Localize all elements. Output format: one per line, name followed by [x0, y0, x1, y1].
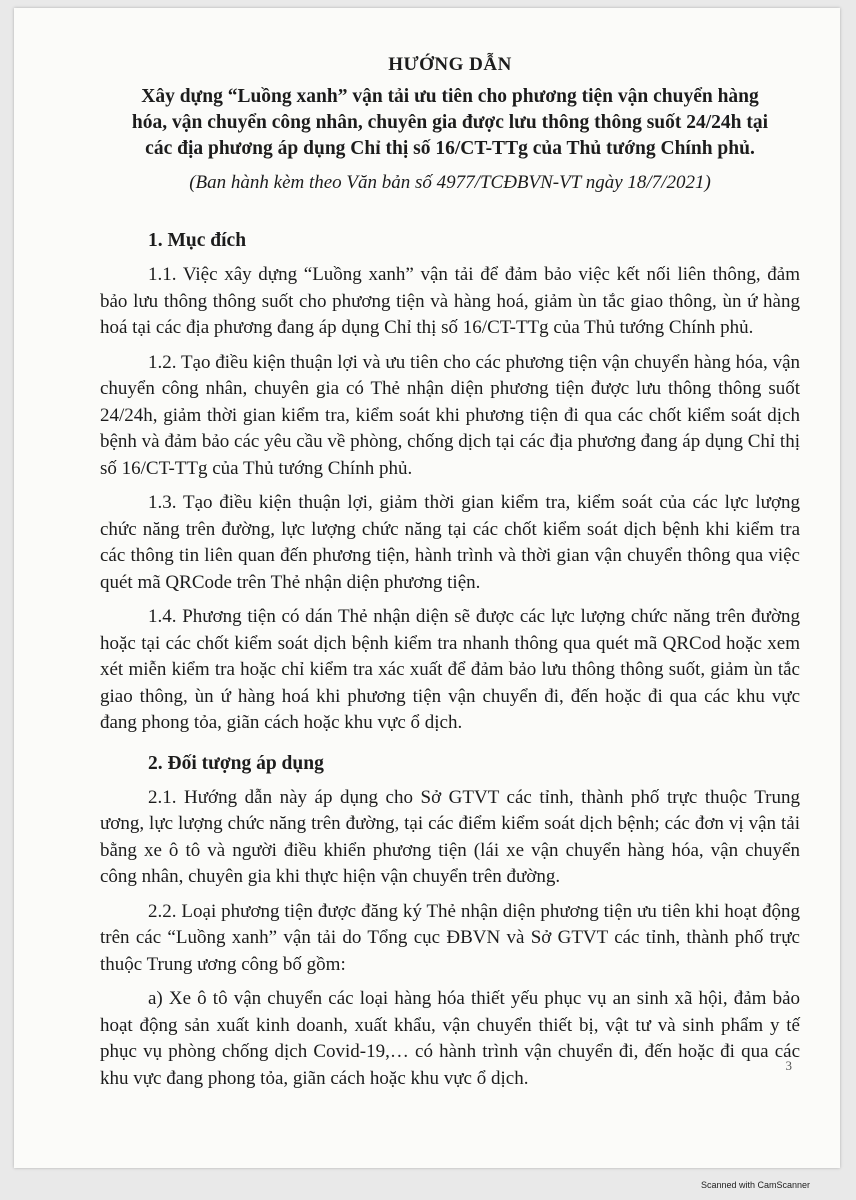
document-title: HƯỚNG DẪN [388, 54, 512, 75]
paragraph-1-2: 1.2. Tạo điều kiện thuận lợi và ưu tiên cho các phương tiện vận chuyển hàng hóa, vận chuyển công nhân, chuyên gia có Thẻ nhận diện phương tiện được lưu thông thông suốt 24/24h, giảm thời gian kiểm tra, kiểm soát khi phương tiện đi qua các chốt kiểm soát dịch bệnh và đảm bảo các yêu cầu về phòng, chống dịch tại các địa phương đang áp dụng Chỉ thị số 16/CT-TTg của Thủ tướng Chính phủ. [100, 351, 800, 479]
subtitle-line: Xây dựng “Luồng xanh” vận tải ưu tiên cho phương tiện vận chuyển hàng [141, 86, 759, 107]
paragraph-1-1: 1.1. Việc xây dựng “Luồng xanh” vận tải để đảm bảo việc kết nối liên thông, đảm bảo lưu thông thông suốt cho phương tiện và hàng hoá, giảm ùn tắc giao thông, ùn ứ hàng hoá tại các địa phương đang áp dụng Chỉ thị số 16/CT-TTg của Thủ tướng Chính phủ. [100, 264, 800, 338]
paragraph-1-4: 1.4. Phương tiện có dán Thẻ nhận diện sẽ được các lực lượng chức năng trên đường hoặc tại các chốt kiểm soát dịch bệnh kiểm tra nhanh thông qua quét mã QRCod hoặc xem xét miễn kiểm tra hoặc chỉ kiểm tra xác xuất để đảm bảo lưu thông thông suốt, giảm ùn tắc giao thông, ùn ứ hàng hoá khi phương tiện vận chuyển đi, đến hoặc đi qua các khu vực đang phong tỏa, giãn cách hoặc khu vực ổ dịch. [100, 606, 800, 733]
subtitle-line: hóa, vận chuyển công nhân, chuyên gia được lưu thông thông suốt 24/24h tại [131, 112, 769, 133]
document-subtitle [100, 84, 800, 162]
paragraph-2-2: 2.2. Loại phương tiện được đăng ký Thẻ nhận diện phương tiện ưu tiên khi hoạt động trên các “Luồng xanh” vận tải do Tổng cục ĐBVN và Sở GTVT các tỉnh, thành phố trực thuộc Trung ương công bố gồm: [100, 900, 800, 975]
paragraph-2-1: 2.1. Hướng dẫn này áp dụng cho Sở GTVT các tỉnh, thành phố trực thuộc Trung ương, lực lượng chức năng trên đường, tại các điểm kiểm soát dịch bệnh; các đơn vị vận tải bằng xe ô tô và người điều khiển phương tiện (lái xe vận chuyển hàng hóa, vận chuyển công nhân, chuyên gia khi thực hiện vận chuyển trên đường. [100, 786, 800, 887]
document-page [14, 8, 840, 1168]
issued-note: (Ban hành kèm theo Văn bản số 4977/TCĐBVN-VT ngày 18/7/2021) [189, 172, 711, 193]
section-heading-purpose: 1. Mục đích [148, 230, 247, 251]
section-heading-scope: 2. Đối tượng áp dụng [148, 752, 324, 774]
scanner-watermark: Scanned with CamScanner [700, 1180, 810, 1190]
subtitle-line: các địa phương áp dụng Chỉ thị số 16/CT-TTg của Thủ tướng Chính phủ. [145, 138, 755, 159]
document-body [100, 54, 800, 1100]
page-number: 3 [785, 1058, 792, 1073]
paragraph-1-3: 1.3. Tạo điều kiện thuận lợi, giảm thời gian kiểm tra, kiểm soát của các lực lượng chức năng trên đường, lực lượng chức năng tại các chốt kiểm soát dịch bệnh khi kiểm tra các thông tin liên quan đến phương tiện, hành trình và thời gian vận chuyển thông qua việc quét mã QRCode trên Thẻ nhận diện phương tiện. [100, 492, 800, 593]
paragraph-2-2-a: a) Xe ô tô vận chuyển các loại hàng hóa thiết yếu phục vụ an sinh xã hội, đảm bảo hoạt động sản xuất kinh doanh, xuất khẩu, vận chuyển thiết bị, vật tư và sinh phẩm y tế phục vụ phòng chống dịch Covid-19,… có hành trình vận chuyển đi, đến hoặc đi qua các khu vực đang phong tỏa, giãn cách hoặc khu vực ổ dịch. [100, 988, 800, 1089]
